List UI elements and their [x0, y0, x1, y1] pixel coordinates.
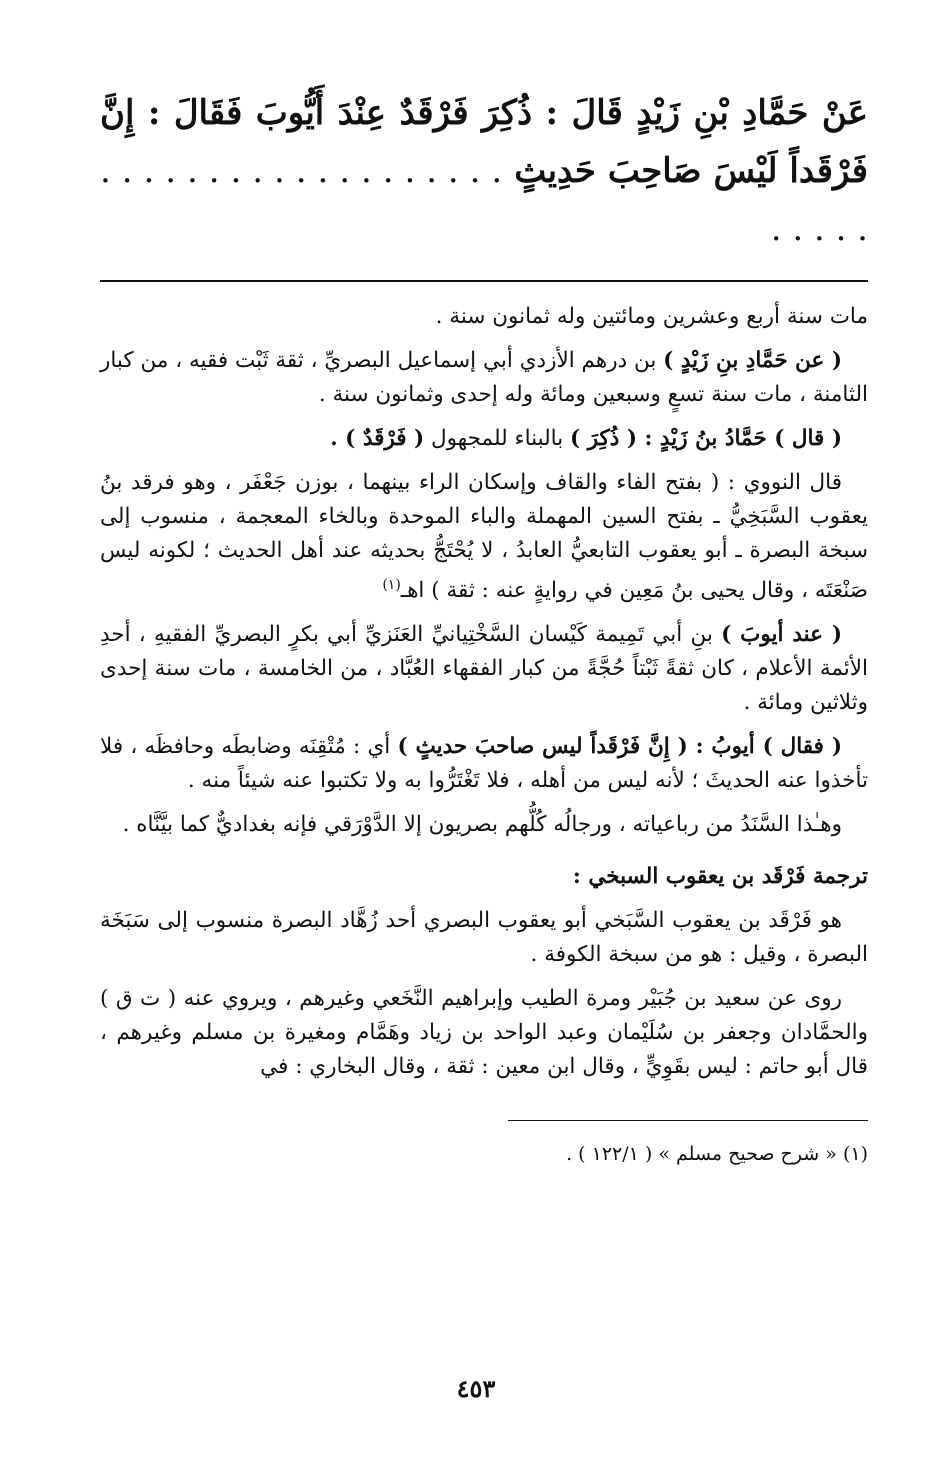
hadith-divider: [100, 280, 868, 282]
hadith-matn: عَنْ حَمَّادِ بْنِ زَيْدٍ قَالَ : ذُكِرَ فَرْقَدٌ عِنْدَ أَيُّوبَ فَقَالَ : إِنَّ فَرْقَداً لَيْسَ صَاحِبَ حَدِيثٍ: [100, 93, 868, 191]
biography-paragraph: روى عن سعيد بن جُبَيْر ومرة الطيب وإبراهيم النَّخَعي وغيرهم ، ويروي عنه ( ت ق ) والحمَّادان وجعفر بن سُلَيْمان وعبد الواحد بن زياد وهَمَّام ومغيرة بن مسلم وغيرهم ، قال أبو حاتم : ليس بقَوِيٍّ ، وقال ابن معين : ثقة ، وقال البخاري : في: [100, 986, 868, 1080]
biography-paragraph: هو فَرْقَد بن يعقوب السَّبَخي أبو يعقوب البصري أحد زُهَّاد البصرة منسوب إلى سَبَخَة البصرة ، وقيل : هو من سبخة الكوفة .: [100, 908, 868, 968]
narrator-quote: ( عند أيوبَ ): [721, 622, 842, 648]
page-number: ٤٥٣: [456, 1374, 496, 1403]
footnote-reference: (١): [382, 577, 401, 593]
footnote-divider: [508, 1120, 868, 1121]
commentary-paragraph: مات سنة أربع وعشرين ومائتين وله ثمانون سنة .: [435, 304, 868, 329]
hadith-text: [100, 84, 868, 258]
footnote-text: « شرح صحيح مسلم » ( ١٢٢/١ ) .: [566, 1143, 837, 1166]
hadith-dots: . . . . . . . . . . . . . . . . . . . . . . . .: [100, 151, 868, 249]
narrator-quote: ( قال ) حَمَّادُ بنُ زَيْدٍ : ( ذُكِرَ ): [570, 426, 842, 451]
book-page: [0, 84, 952, 1474]
commentary-paragraph: ( عند أيوبَ ) بنِ أبي تَمِيمة كَيْسان السَّخْتِيانيِّ العَنَزيِّ أبي بكرٍ البصريِّ الفقيهِ ، أحدِ الأئمة الأعلام ، كان ثقةً ثَبْتاً حُجَّةً من كبار الفقهاء العُبَّاد ، من الخامسة ، مات سنة إحدى وثلاثين ومائة .: [100, 622, 868, 716]
commentary-paragraph: ( فقال ) أيوبُ : ( إِنَّ فَرْقَداً ليس صاحبَ حديثٍ ) أي : مُتْقِنَه وضابطَه وحافظَه ، فلا تأخذوا عنه الحديثَ ؛ لأنه ليس من أهله ، فلا تَغْتَرُّوا به ولا تكتبوا عنه شيئاً منه .: [100, 734, 868, 794]
commentary-paragraph: قال النووي : ( بفتح الفاء والقاف وإسكان الراء بينهما ، بوزن جَعْفَر ، وهو فرقد بنُ يعقوب السَّبَخِيُّ ـ بفتح السين المهملة والباء الموحدة وبالخاء المعجمة ، منسوب إلى سبخة البصرة ـ أبو يعقوب التابعيُّ العابدُ ، لا يُحْتَجُّ بحديثه عند أهل الحديث ؛ لكونه ليس صَنْعَتَه ، وقال يحيى بنُ مَعِين في روايةٍ عنه : ثقة ) اهـ$^{(١)}$: [100, 470, 868, 604]
commentary-paragraph: ( قال ) حَمَّادُ بنُ زَيْدٍ : ( ذُكِرَ ) بالبناء للمجهول ( فَرْقَدٌ ) .: [330, 426, 842, 451]
commentary-paragraph: وهـٰذا السَّنَدُ من رباعياته ، ورجالُه كُلُّهم بصريون إلا الدَّوْرَقي فإنه بغداديٌّ كما بيَّنَّاه .: [122, 812, 842, 838]
commentary: [100, 300, 868, 1084]
footnote: [100, 1139, 868, 1169]
commentary-paragraph: ( عن حَمَّادِ بنِ زَيْدٍ ) بن درهم الأزدي أبي إسماعيل البصريِّ ، ثقة ثَبْت فقيه ، من كبار الثامنة ، مات سنة تسعٍ وسبعين ومائة وله إحدى وثمانون سنة .: [100, 348, 868, 407]
narrator-quote: ( فقال ) أيوبُ : ( إِنَّ فَرْقَداً ليس صاحبَ حديثٍ ): [397, 734, 842, 760]
narrator-quote: ( عن حَمَّادِ بنِ زَيْدٍ ): [663, 348, 842, 373]
section-title: ترجمة فَرْقَد بن يعقوب السبخي :: [572, 864, 868, 890]
footnote-number: (١): [842, 1143, 868, 1166]
